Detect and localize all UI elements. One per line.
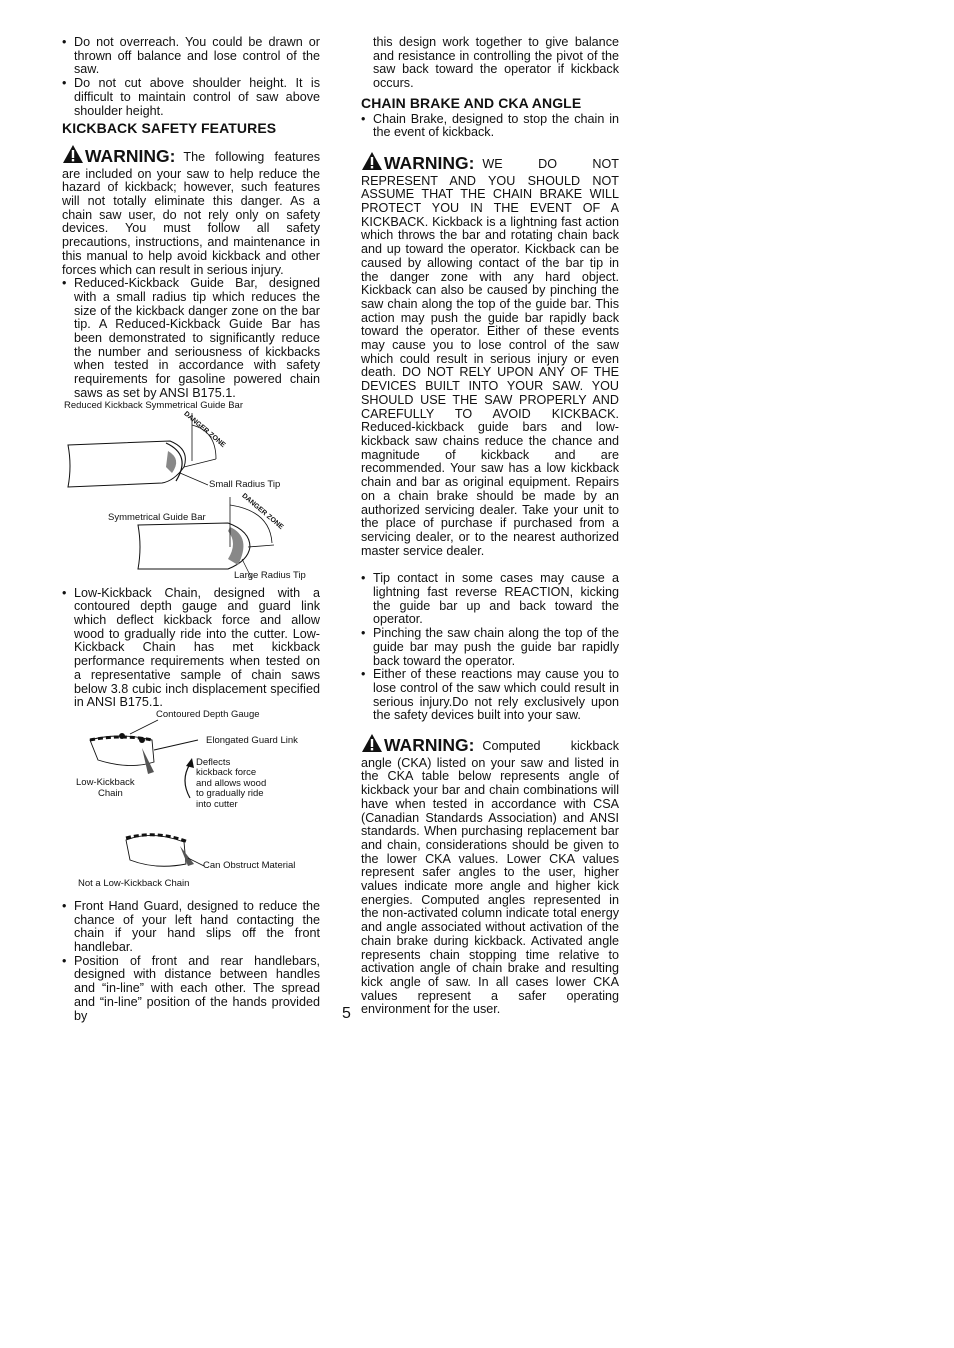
guide-bar-bullet-list xyxy=(62,277,320,400)
warning-label: WARNING: xyxy=(384,152,475,173)
list-item: • Reduced-Kickback Guide Bar, designed with a small radius tip which reduces the size of the kickback danger zone on the bar tip. A Reduced-Kickback Guide Bar has been demonstrated to significantly reduce the number and seriousness of kickbacks when tested in accordance with safety requirements for gasoline powered chain saws as set by ANSI B175.1. xyxy=(62,277,320,400)
danger-zone-label: DANGER ZONE xyxy=(240,491,285,531)
list-item: • Position of front and rear handlebars, designed with distance between handles and “in-line” with each other. The spread and “in-line” position of the hands provided by xyxy=(62,955,320,1024)
guard-link-label: Elongated Guard Link xyxy=(206,734,298,746)
warning-triangle-icon xyxy=(361,733,383,757)
list-item: • Chain Brake, designed to stop the chain in the event of kickback. xyxy=(361,113,619,140)
warning-label: WARNING: xyxy=(85,145,176,166)
list-item: • Tip contact in some cases may cause a lightning fast reverse REACTION, kicking the guide bar up and back toward the operator. xyxy=(361,572,619,627)
spacer xyxy=(361,558,619,572)
kickback-warning xyxy=(62,144,320,277)
deflects-label xyxy=(196,758,266,811)
list-item: • Pinching the saw chain along the top of the guide bar may push the guide bar rapidly back toward the operator. xyxy=(361,627,619,668)
warning-text: The following features are included on your saw to help reduce the hazard of kickback; however, such features will not totally eliminate this danger. As a chain saw user, do not rely only on safety devices. You must follow all safety precautions, instructions, and maintenance in this manual to help avoid kickback and other forces which can result in serious injury. xyxy=(62,149,320,277)
chain-bullet-list xyxy=(62,587,320,710)
continued-text: this design work together to give balance and resistance in controlling the pivot of the saw back toward the operator if kickback occurs. xyxy=(373,35,619,91)
left-column xyxy=(62,36,320,1023)
symmetrical-guide-bar-label: Symmetrical Guide Bar xyxy=(108,511,206,523)
cka-warning xyxy=(361,733,619,1017)
list-item: • Front Hand Guard, designed to reduce the chance of your left hand contacting the chain if your hand slips off the front handlebar. xyxy=(62,900,320,955)
obstruct-label: Can Obstruct Material xyxy=(203,859,296,871)
end-bullet-list xyxy=(62,900,320,1023)
deflects-line: into cutter xyxy=(196,798,238,810)
not-low-kickback-label: Not a Low-Kickback Chain xyxy=(78,877,190,889)
warning-triangle-icon xyxy=(62,144,84,168)
reaction-bullet-list xyxy=(361,572,619,723)
deflects-line: kickback force xyxy=(196,767,257,779)
small-radius-tip-label: Small Radius Tip xyxy=(209,478,281,490)
intro-bullet-list xyxy=(62,36,320,118)
guide-bar-figure xyxy=(2,401,322,587)
warning-triangle-icon xyxy=(361,151,383,175)
depth-gauge-label: Contoured Depth Gauge xyxy=(156,708,260,720)
chain-brake-warning xyxy=(361,151,619,558)
low-kickback-label: Low-Kickback xyxy=(76,776,135,788)
deflects-line: and allows wood xyxy=(196,777,267,789)
guide-bar-diagram xyxy=(2,401,322,587)
kickback-safety-heading: KICKBACK SAFETY FEATURES xyxy=(62,120,277,137)
list-item: • Do not overreach. You could be drawn or thrown off balance and lose control of the saw. xyxy=(62,36,320,77)
warning-label: WARNING: xyxy=(384,735,475,756)
warning-text: WE DO NOT REPRESENT AND YOU SHOULD NOT ASSUME THAT THE CHAIN BRAKE WILL PROTECT YOU IN THE EVENT OF A KICKBACK. Kickback is a lightning fast action which throws the bar and rotating chain back and up toward the operator. Kickback can be caused by allowing contact of the bar tip in the danger zone with any hard object. Kickback can also be caused by pinching the saw chain along the top of the guide bar. This action may push the guide bar rapidly back toward the operator. Either of these events may cause you to lose control of the saw which could result in serious injury or even death. DO NOT RELY UPON ANY OF THE DEVICES BUILT INTO YOUR SAW. YOU SHOULD USE THE SAW PROPERLY AND CAREFULLY TO AVOID KICKBACK. Reduced-kickback guide bars and low-kickback saw chains reduce the chance and magnitude of kickback and are recommended. Your saw has a low kickback chain and bar as original equipment. Repairs on a chain brake should be made by an authorized servicing dealer. Take your unit to the place of purchase if purchased from a servicing dealer, or to the nearest authorized master service dealer. xyxy=(361,156,619,558)
figure-title: Reduced Kickback Symmetrical Guide Bar xyxy=(64,399,243,411)
large-radius-tip-label: Large Radius Tip xyxy=(234,569,306,581)
deflects-line: to gradually ride xyxy=(196,788,264,800)
list-item: • Low-Kickback Chain, designed with a contoured depth gauge and guard link which deflect kickback force and allow wood to gradually ride into the cutter. Low-Kickback Chain has met kickback performance requirements when tested on a representative sample of chain saws below 3.8 cubic inch displacement specified in ANSI B175.1. xyxy=(62,587,320,710)
deflects-line: Deflects xyxy=(196,756,231,768)
chain-brake-heading: CHAIN BRAKE AND CKA ANGLE xyxy=(361,94,582,111)
warning-text: Computed kickback angle (CKA) listed on your saw and listed in the CKA table below represents angle of kickback your bar and chain combinations will have when tested in accordance with CSA (Canadian Standards Association) and ANSI standards. When purchasing replacement bar and chain, considerations should be given to the lower CKA values. Lower CKA values represent safer angles to the user, higher values indicate more angle and higher kick energies. Computed angles represented in the non-activated column indicate total energy and angle associated without activation of the chain brake during kickback. Activated angle represents chain stopping time relative to activation angle of chain brake and resulting kick angle of saw. In all cases lower CKA values represent a safer operating environment for the user. xyxy=(361,739,619,1017)
brake-bullet-list xyxy=(361,113,619,140)
right-column xyxy=(361,36,619,1017)
list-item: • Either of these reactions may cause you to lose control of the saw which could result in serious injury.Do not rely exclusively upon the safety devices built into your saw. xyxy=(361,668,619,723)
danger-zone-label: DANGER ZONE xyxy=(182,409,227,449)
page-number: 5 xyxy=(342,1005,351,1022)
low-kickback-label-2: Chain xyxy=(98,787,123,799)
list-item: • Do not cut above shoulder height. It is difficult to maintain control of saw above shoulder height. xyxy=(62,77,320,118)
chain-figure xyxy=(2,710,322,900)
